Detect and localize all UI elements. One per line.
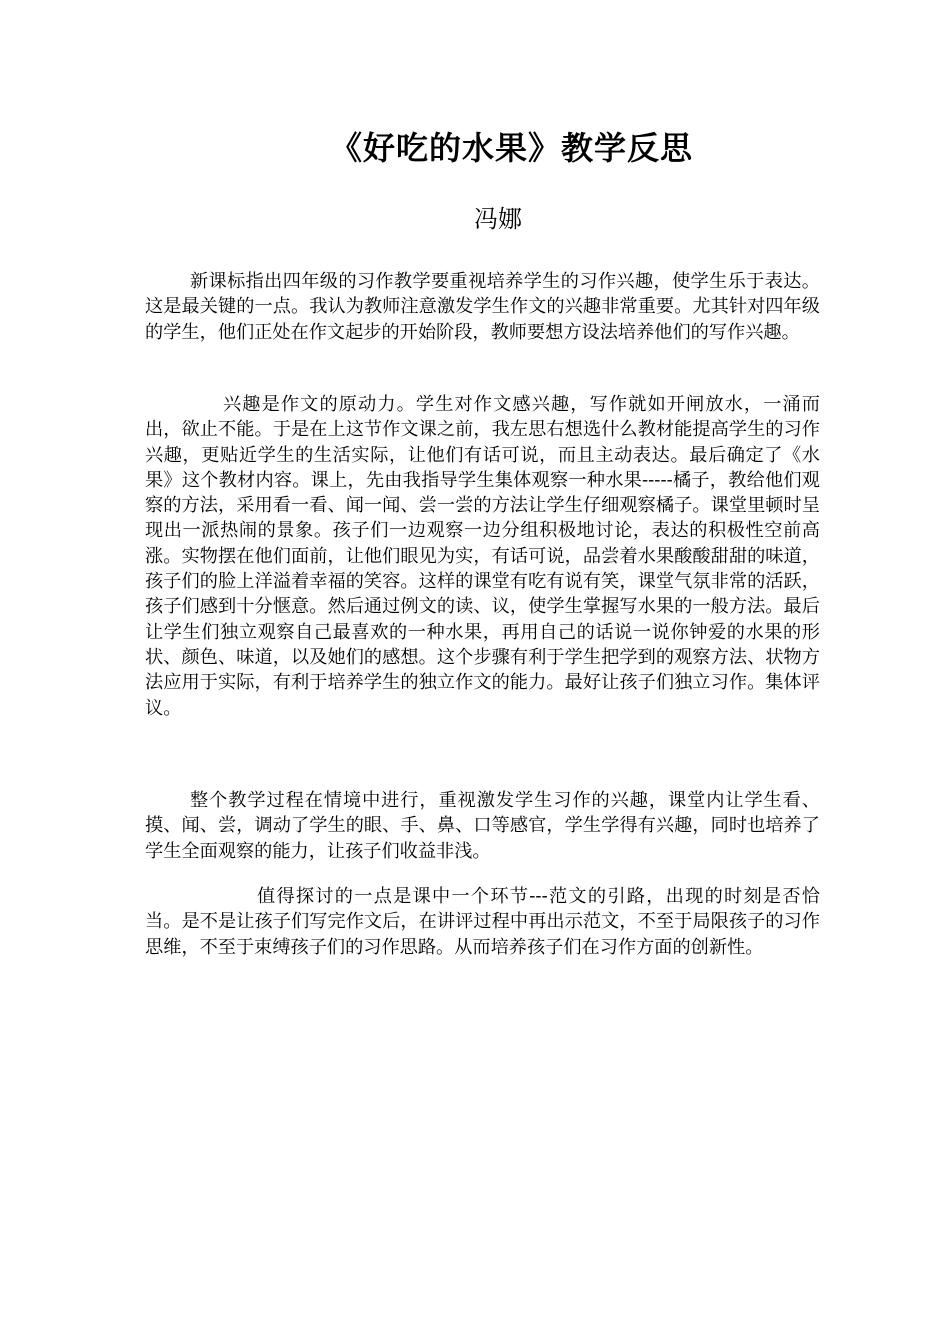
paragraph-4: 值得探讨的一点是课中一个环节---范文的引路，出现的时刻是否恰当。是不是让孩子们写完作文后，在讲评过程中再出示范文，不至于局限孩子的习作思维，不至于束缚孩子们的习作思路。从而培养孩子们在习作方面的创新性。 [145, 886, 820, 958]
paragraph-2: 兴趣是作文的原动力。学生对作文感兴趣，写作就如开闸放水，一涌而出，欲止不能。于是在上这节作文课之前，我左思右想选什么教材能提高学生的习作兴趣，更贴近学生的生活实际，让他们有话可说，而且主动表达。最后确定了《水果》这个教材内容。课上，先由我指导学生集体观察一种水果-----橘子，教给他们观察的方法，采用看一看、闻一闻、尝一尝的方法让学生仔细观察橘子。课堂里顿时呈现出一派热闹的景象。孩子们一边观察一边分组积极地讨论，表达的积极性空前高涨。实物摆在他们面前，让他们眼见为实，有话可说，品尝着水果酸酸甜甜的味道，孩子们的脸上洋溢着幸福的笑容。这样的课堂有吃有说有笑，课堂气氛非常的活跃，孩子们感到十分惬意。然后通过例文的读、议，使学生掌握写水果的一般方法。最后让学生们独立观察自己最喜欢的一种水果，再用自己的话说一说你钟爱的水果的形状、颜色、味道，以及她们的感想。这个步骤有利于学生把学到的观察方法、状物方法应用于实际，有利于培养学生的独立作文的能力。最好让孩子们独立习作。集体评议。 [145, 394, 820, 719]
document-title: 《好吃的水果》教学反思 [330, 129, 694, 167]
document-author: 冯娜 [474, 205, 522, 233]
paragraph-3: 整个教学过程在情境中进行，重视激发学生习作的兴趣，课堂内让学生看、摸、闻、尝，调动了学生的眼、手、鼻、口等感官，学生学得有兴趣，同时也培养了学生全面观察的能力，让孩子们收益非浅。 [145, 790, 820, 862]
paragraph-1: 新课标指出四年级的习作教学要重视培养学生的习作兴趣，使学生乐于表达。这是最关键的一点。我认为教师注意激发学生作文的兴趣非常重要。尤其针对四年级的学生，他们正处在作文起步的开始阶段，教师要想方设法培养他们的写作兴趣。 [145, 271, 820, 343]
